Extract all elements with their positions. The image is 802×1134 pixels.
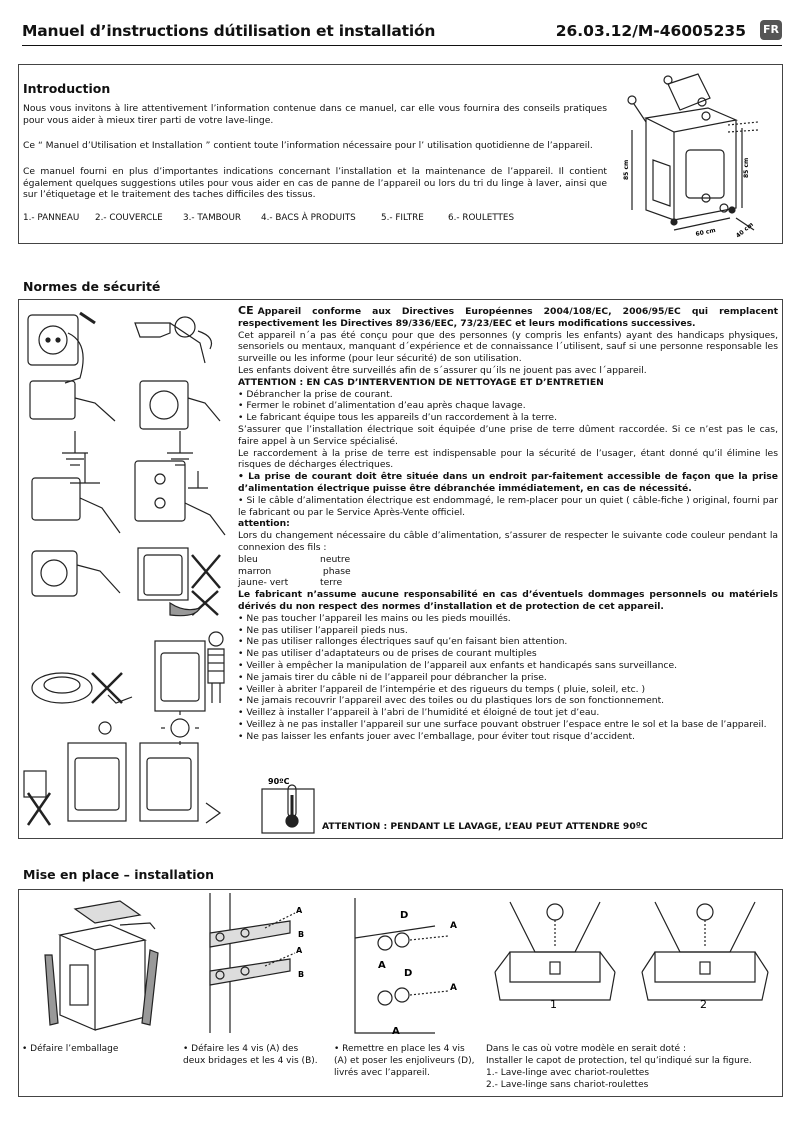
- temperature-label: 90ºC: [268, 777, 290, 786]
- safety-line: S’assurer que l’installation électrique soit équipée d’une prise de terre dûment raccordée. Si ce n’est pas le cas, faire appel à un Service spécialisé.: [238, 423, 778, 447]
- safety-bullet: • Veillez à ne pas installer l’appareil sur une surface pouvant obstruer l’espace entre le sol et la base de l’appareil.: [238, 718, 767, 730]
- dimension-height-label: 85 cm: [623, 159, 630, 180]
- safety-text: [238, 305, 778, 742]
- figure-label-a: A: [450, 921, 457, 931]
- intro-heading: Introduction: [23, 81, 111, 96]
- screws-refit-illustration: [340, 898, 470, 1038]
- temperature-warning: ATTENTION : PENDANT LE LAVAGE, L’EAU PEUT ATTENDRE 90ºC: [322, 821, 648, 832]
- install-caption-1: • Défaire l’emballage: [22, 1044, 119, 1054]
- safety-bullet: • Ne pas utiliser d’adaptateurs ou de prises de courant multiples: [238, 648, 537, 660]
- safety-bullet: • Veillez à installer l’appareil à l’abri de l’humidité et éloigné de tout jet d’eau.: [238, 707, 600, 719]
- safety-bullet: • Ne pas laisser les enfants jouer avec l’emballage, pour éviter tout risque d’accident.: [238, 730, 635, 742]
- document-title: Manuel d’instructions dútilisation et installatión: [22, 22, 436, 40]
- protective-cover-figure-1: [490, 892, 620, 1012]
- install-caption-4-line: Installer le capot de protection, tel qu’indiqué sur la figure.: [486, 1056, 752, 1066]
- dimension-depth-label: 40 cm: [734, 221, 755, 240]
- page-header: [22, 20, 782, 46]
- washing-machine-diagram: [618, 70, 758, 240]
- safety-line: Le raccordement à la prise de terre est indispensable pour la sécurité de l’usager, étant donné qu’il élimine les risques de décharges électriques.: [238, 447, 778, 471]
- safety-heading: Normes de sécurité: [23, 279, 161, 294]
- part-item: 6.- ROULETTES: [448, 213, 515, 223]
- safety-line: • Fermer le robinet d’alimentation d’eau après chaque lavage.: [238, 400, 526, 412]
- figure-label-d: D: [404, 968, 413, 979]
- intro-paragraph-1: Nous vous invitons à lire attentivement l’information contenue dans ce manuel, car elle vous fournira des conseils pratiques pour vous aider à mieux tirer parti de votre lave-linge.: [23, 103, 607, 126]
- install-caption-4: [486, 1043, 776, 1091]
- safety-bullet: • Ne jamais tirer du câble ni de l’appareil pour débrancher la prise.: [238, 671, 547, 683]
- figure-label-a: A: [296, 946, 303, 955]
- install-caption-3: • Remettre en place les 4 vis (A) et poser les enjoliveurs (D), livrés avec l’appareil.: [334, 1044, 475, 1078]
- part-item: 2.- COUVERCLE: [95, 213, 163, 223]
- ce-compliance: CE Appareil conforme aux Directives Européennes 2004/108/EC, 2006/95/EC qui remplacent respectivement les Directives 89/336/EEC, 73/23/EEC et leurs modifications successives.: [238, 304, 778, 329]
- intro-paragraph-2: Ce “ Manuel d’Utilisation et Installation ” contient toute l’information nécessaire pour l’ utilisation quotidienne de l’appareil.: [23, 140, 593, 151]
- safety-warning: ATTENTION : EN CAS D’INTERVENTION DE NETTOYAGE ET D’ENTRETIEN: [238, 376, 604, 388]
- dimension-width-label: 60 cm: [694, 226, 717, 238]
- install-caption-2: • Défaire les 4 vis (A) des deux bridages et les 4 vis (B).: [183, 1044, 318, 1066]
- safety-line: Cet appareil n´a pas été conçu pour que des personnes (y compris les enfants) ayant des handicaps physiques, sensoriels ou mentaux, manquant d´expérience et de connaissance l´utilisent, sauf si une personne responsable les surveille ou les informe (pour leur sécurité) de son utilisation.: [238, 329, 778, 365]
- safety-bullet: • Ne pas utiliser rallonges électriques sauf qu’en faisant bien attention.: [238, 636, 568, 648]
- protective-cover-figure-2: [640, 892, 770, 1012]
- safety-bullet: • Veiller à abriter l’appareil de l’intempérie et des rigueurs du temps ( pluie, soleil, etc. ): [238, 683, 646, 695]
- safety-illustrations: [20, 303, 235, 833]
- figure-label-b: B: [298, 930, 305, 939]
- safety-line: • Le fabricant équipe tous les appareils d’un raccordement à la terre.: [238, 412, 557, 424]
- safety-bullet: • Ne pas toucher l’appareil les mains ou les pieds mouillés.: [238, 612, 511, 624]
- figure-label-a: A: [296, 906, 303, 915]
- dimension-height-label-right: 85 cm: [743, 157, 750, 178]
- safety-warning: Le fabricant n’assume aucune responsabilité en cas d’éventuels dommages personnels ou matériels dérivés du non respect des normes d’installation et de protection de cet appareil.: [238, 589, 778, 612]
- figure-label-a: A: [450, 983, 457, 993]
- safety-warning: attention:: [238, 518, 290, 530]
- language-badge: FR: [760, 20, 782, 40]
- figure-label-a: A: [378, 960, 386, 971]
- install-heading: Mise en place – installation: [23, 867, 215, 882]
- screws-removal-illustration: [190, 893, 320, 1038]
- wire-row: marron phase: [238, 565, 351, 577]
- install-caption-4-line: 2.- Lave-linge sans chariot-roulettes: [486, 1080, 649, 1090]
- figure-label-b: B: [298, 970, 305, 979]
- safety-bullet: • Ne jamais recouvrir l’appareil avec des toiles ou du plastiques lors de son fonctionnement.: [238, 695, 665, 707]
- ce-mark-icon: CE: [238, 304, 254, 317]
- figure-label-a: A: [392, 1026, 400, 1037]
- document-code: 26.03.12/M-46005235: [555, 22, 746, 40]
- part-item: 3.- TAMBOUR: [183, 213, 242, 223]
- safety-bullet: • Ne pas utiliser l’appareil pieds nus.: [238, 624, 408, 636]
- safety-bullet: • Veiller à empêcher la manipulation de l’appareil aux enfants et handicapés sans surveillance.: [238, 659, 678, 671]
- unpacking-illustration: [30, 895, 170, 1035]
- part-item: 4.- BACS À PRODUITS: [261, 213, 356, 223]
- parts-list: [23, 213, 528, 223]
- part-item: 1.- PANNEAU: [23, 213, 80, 223]
- figure-number-1: 1: [550, 998, 557, 1011]
- intro-paragraph-3: Ce manuel fourni en plus d’importantes indications concernant l’installation et la maintenance de l’appareil. Il contient également quelques suggestions utiles pour vous aider en cas de panne de l’appareil ou lors du tri du linge à laver, ainsi que sur l’étiquetage et le traitement des taches difficiles des tissus.: [23, 166, 607, 201]
- safety-warning: • La prise de courant doit être située dans un endroit par-faitement accessible de façon que la prise d’alimentation électrique puisse être débranchée immédiatement, en cas de nécessité.: [238, 471, 778, 494]
- install-caption-4-line: Dans le cas où votre modèle en serait doté :: [486, 1044, 686, 1054]
- safety-line: Lors du changement nécessaire du câble d’alimentation, s’assurer de respecter le suivante code couleur pendant la connexion des fils :: [238, 530, 778, 553]
- safety-line: • Débrancher la prise de courant.: [238, 388, 393, 400]
- wire-row: jaune- vert terre: [238, 577, 343, 589]
- install-caption-4-line: 1.- Lave-linge avec chariot-roulettes: [486, 1068, 650, 1078]
- figure-label-d: D: [400, 910, 409, 921]
- wire-row: bleu neutre: [238, 553, 351, 565]
- part-item: 5.- FILTRE: [381, 213, 424, 223]
- safety-line: • Si le câble d’alimentation électrique est endommagé, le rem-placer pour un quiet ( câble-fiche ) original, fourni par le fabricant ou par le Service Après-Vente officiel.: [238, 494, 778, 518]
- figure-number-2: 2: [700, 998, 707, 1011]
- thermometer-washer-illustration: [258, 775, 318, 835]
- safety-line: Les enfants doivent être surveillés afin de s´assurer qu´ils ne jouent pas avec l´appareil.: [238, 364, 647, 376]
